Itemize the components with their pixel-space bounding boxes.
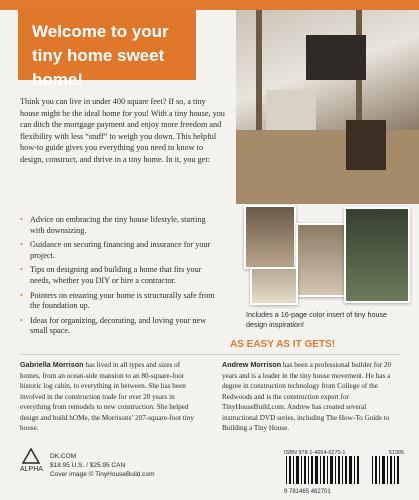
author-bio-gabriella: [20, 360, 200, 434]
intro-paragraph: Think you can live in under 400 square feet? If so, a tiny house might be the ideal home for you! With a tiny house, you can ditch the mortgage payment and enjoy more freedom and flexibility with less “stuff” to weigh you down. This helpful how-to guide gives you everything you need to know to design, construct, and thrive in a tiny home. In it, you get:: [20, 97, 225, 164]
author-bio-text: has been a professional builder for 20 years and is a leader in the tiny house movement. He has a degree in construction technology from College of the Redwoods and is the construction expert for TinyHouseBuild.com. Andrew has created several instructional DVD series, including The How-To Guide to Building a Tiny House.: [222, 361, 392, 432]
insert-caption: Includes a 16-page color insert of tiny house design inspiration!: [246, 310, 388, 329]
barcode-digits: 9 781465 462701: [284, 489, 331, 495]
bullet-icon: •: [20, 290, 23, 300]
collage-photo: [244, 205, 296, 269]
author-name: Gabriella Morrison: [20, 360, 84, 369]
barcode: [284, 450, 404, 495]
list-item: • Advice on embracing the tiny house lifestyle, starting with downsizing.: [20, 215, 206, 235]
interior-illustration: [236, 10, 419, 204]
author-bio-text: has lived in all types and sizes of homes, from an ocean-side mansion to an 80-square-foot historic log cabin, to everything in between. She has been involved in the construction trade for over 20 years in everything from remodels to new construction. She helped design and build hOMe, the Morrisons’ 207-square-foot tiny house.: [20, 361, 194, 432]
bullet-icon: •: [20, 315, 23, 325]
bullet-list: [20, 215, 215, 341]
list-item: • Pointers on ensuring your home is structurally safe from the foundation up.: [20, 290, 215, 311]
photo-collage: [244, 205, 409, 305]
author-bio-andrew: [222, 360, 402, 434]
alpha-triangle-icon: [22, 448, 40, 464]
barcode-bars: [284, 456, 404, 484]
collage-photo: [250, 267, 298, 305]
publisher-name: ALPHA: [20, 466, 43, 473]
headline-text: Welcome to your tiny home sweet home!: [32, 22, 169, 89]
bullet-icon: •: [20, 265, 23, 275]
imprint-info: [50, 452, 155, 479]
list-item: • Guidance on securing financing and insurance for your project.: [20, 240, 211, 260]
top-orange-bar: [0, 0, 419, 10]
cover-credit: Cover image © TinyHouseBuild.com: [50, 471, 155, 478]
divider: [20, 354, 400, 355]
price: $18.95 U.S. / $25.95 CAN: [50, 462, 126, 469]
bullet-icon: •: [20, 215, 23, 224]
collage-photo: [296, 223, 346, 297]
publisher-logo: [20, 448, 42, 492]
isbn-text: ISBN 978-1-4654-6270-1: [284, 450, 346, 456]
list-item: • Tips on designing and building a home that fits your needs, whether you DIY or hire a contractor.: [20, 265, 202, 285]
list-item: • Ideas for organizing, decorating, and loving your new small space.: [20, 315, 207, 336]
website: DK.COM: [50, 453, 76, 460]
tiny-house-interior-photo: [236, 10, 419, 204]
headline-banner: [18, 10, 196, 89]
collage-photo: [344, 207, 410, 303]
bullet-icon: •: [20, 240, 23, 250]
tagline: AS EASY AS IT GETS!: [230, 339, 336, 350]
author-name: Andrew Morrison: [222, 360, 282, 369]
price-code: 51995: [388, 450, 404, 456]
